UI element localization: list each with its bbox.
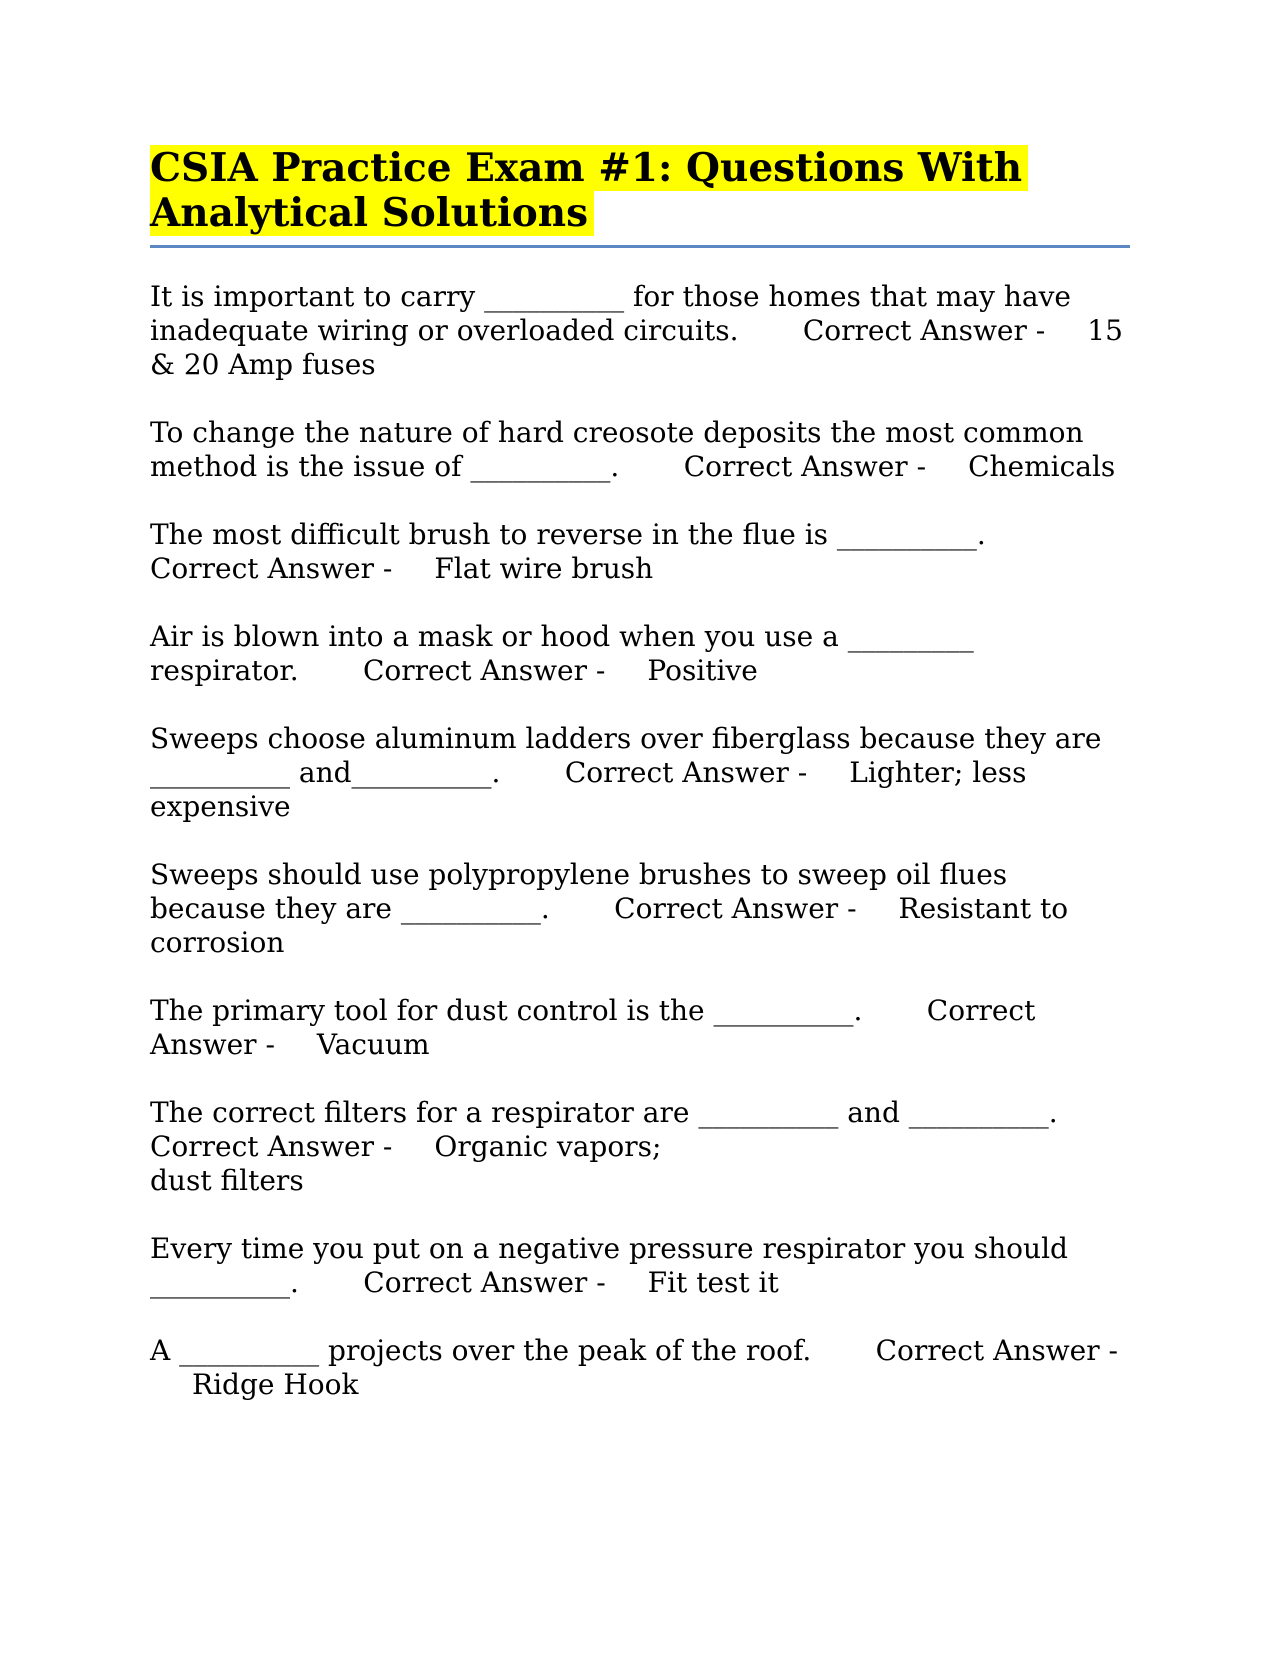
question-text: Air is blown into a mask or hood when you use a _________ respirator. — [150, 620, 974, 687]
answer-label: Correct Answer — [614, 892, 839, 925]
answer-label: Correct Answer — [150, 1130, 374, 1163]
question-item — [150, 994, 1130, 1062]
question-item — [150, 416, 1130, 484]
answer-separator: - — [382, 1130, 393, 1163]
answer-label: Correct Answer — [564, 756, 789, 789]
answer-label: Correct Answer — [150, 994, 1036, 1061]
answer-label: Correct Answer — [150, 552, 374, 585]
question-text: The correct filters for a respirator are __________ and __________. — [150, 1096, 1058, 1129]
answer-text: Vacuum — [316, 1028, 430, 1061]
answer-label: Correct Answer — [802, 314, 1027, 347]
answer-text: Chemicals — [968, 450, 1116, 483]
question-text: Every time you put on a negative pressure respirator you should __________. — [150, 1232, 1068, 1299]
answer-separator: - — [1035, 314, 1046, 347]
question-text: The most difficult brush to reverse in the flue is __________. — [150, 518, 986, 551]
answer-text: Lighter; less expensive — [150, 756, 1027, 823]
question-item — [150, 1096, 1130, 1198]
question-item — [150, 1334, 1130, 1402]
answer-label: Correct Answer — [363, 1266, 588, 1299]
answer-separator: - — [797, 756, 808, 789]
answer-text: Ridge Hook — [192, 1368, 359, 1401]
question-text: To change the nature of hard creosote deposits the most common method is the issue of __________. — [150, 416, 1084, 483]
question-item — [150, 280, 1130, 382]
answer-separator: - — [595, 654, 606, 687]
question-text: Sweeps choose aluminum ladders over fiberglass because they are __________ and__________. — [150, 722, 1102, 789]
question-item — [150, 620, 1130, 688]
answer-text: Fit test it — [647, 1266, 779, 1299]
answer-text: Organic vapors; dust filters — [150, 1130, 662, 1197]
answer-text: Resistant to corrosion — [150, 892, 1069, 959]
question-item — [150, 518, 1130, 586]
question-text: A __________ projects over the peak of the roof. — [150, 1334, 812, 1367]
document-page — [150, 146, 1130, 1436]
answer-text: Flat wire brush — [434, 552, 654, 585]
answer-separator: - — [382, 552, 393, 585]
question-text: Sweeps should use polypropylene brushes to sweep oil flues because they are __________. — [150, 858, 1008, 925]
answer-separator: - — [1108, 1334, 1118, 1367]
answer-separator: - — [847, 892, 857, 925]
answer-separator: - — [916, 450, 927, 483]
question-text: It is important to carry __________ for those homes that may have inadequate wiring or overloaded circuits. — [150, 280, 1071, 347]
question-item — [150, 722, 1130, 824]
document-title — [150, 146, 1130, 248]
answer-separator: - — [596, 1266, 606, 1299]
question-list — [150, 280, 1130, 1402]
answer-text: Positive — [647, 654, 758, 687]
question-item — [150, 1232, 1130, 1300]
answer-label: Correct Answer — [683, 450, 908, 483]
answer-label: Correct Answer — [875, 1334, 1100, 1367]
answer-label: Correct Answer — [363, 654, 587, 687]
question-text: The primary tool for dust control is the __________. — [150, 994, 863, 1027]
answer-text: 15 & 20 Amp fuses — [150, 314, 1123, 381]
title-highlight: CSIA Practice Exam #1: Questions With Analytical Solutions — [150, 145, 1028, 236]
question-item — [150, 858, 1130, 960]
answer-separator: - — [265, 1028, 275, 1061]
